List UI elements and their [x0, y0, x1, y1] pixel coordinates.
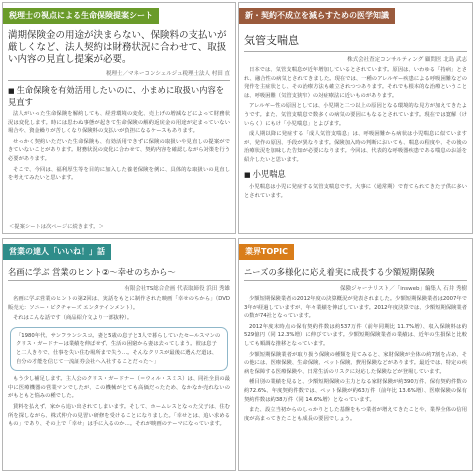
paragraph: せっかく契約いただいた生命保険も、有効活用できずに保険の取扱いや見直しの提案ができていないことがあります。財務状況の変化に合わせて、契約内容を確認しながら対策を行う必要があります。 — [8, 138, 230, 162]
continued-note: ＜提案シートは次ページに続きます。＞ — [9, 224, 104, 230]
section-heading: ■ 生命保険を有効活用したいのに、小まめに取扱い内容を見直す — [8, 85, 225, 107]
article-title[interactable]: 気管支喘息 — [244, 34, 299, 47]
paragraph: 2012年度末時点の保有契約件数は約537万件（前年同期比 11.7%増）、収入保険料は約529億円（同 12.3%増）に伸びています。少額短期保険業者の業績は、近年の生損保と比較しても順調な推移となっています。 — [244, 323, 467, 347]
article-card-tax-proposal[interactable] — [2, 2, 236, 234]
article-byline: 株式会社査定コンサルティング 顧問医 北島 武志 — [347, 57, 467, 63]
paragraph: そこで、今回は、福利厚生等を目的に加入した養老保険を例に、具体的な取扱いの見直しを考えてみたいと思います。 — [8, 166, 230, 182]
paragraph: 法人がいった生命保険を解約しても、経営環境の変化、売上げの増減などによって財務状況は変化します。時には思わぬ事態が起きて生命保険の解約返戻金の用途が定まっていない場合や、資金繰りが苦しくなり保険料の支払いが負担になるケースもあります。 — [8, 111, 230, 135]
paragraph: 賃料を払えず、家から追い出されてしまいます。そして、ホームレスとなった父子は、住む所を探しながら、株式仲介の見習い研修を受けることになりました。「幸せとは、追い求めるもの」であり、その上で「幸せ」は手に入るのか…。それが映画のテーマになっています。 — [8, 403, 230, 428]
paragraph: 日本では、気管支喘息が近年増加しているとされています。原因は、いわゆる「持病」とされ、融合性の病気とされてきました。現在では、一種のアレルギー疾患による呼吸困難などの発作を主症状とし、その治療方法も確立されつつあります。それでも根本的な治療ということは、呼吸困難（気管支狭窄）の対症療法に近いものがあります。 — [244, 67, 467, 99]
article-body — [244, 66, 467, 165]
article-byline: 保険ジャーナリスト／「insweb」編集人 石井 秀樹 — [339, 286, 467, 292]
paragraph: また、設立当初からのしっかりとした基盤をもつ業者が増えてきたことや、業界全体の信用度が高まってきたことも成長の要因でしょう。 — [244, 407, 467, 422]
category-tab: 業界TOPIC — [239, 244, 294, 260]
paragraph: 少額短期保険業者の2012年度の決算概況が発表されました。少額短期保険業者は2007年で3年が経過していますが、年々業績を伸ばしています。2012年度決算では、少額短期保険業者の数が74社となっています。 — [244, 296, 468, 320]
article-card-medical-knowledge[interactable] — [238, 2, 473, 234]
article-body — [244, 295, 467, 423]
category-tab: 営業の達人「いいね！」話 — [3, 244, 111, 260]
article-headline[interactable]: 満期保険金の用途が決まらない、保険料の支払いが厳しくなど、法人契約は財務状況に合わせて、取扱い内容の見直し提案が必要。 — [8, 30, 227, 65]
divider — [8, 80, 230, 81]
paragraph: もう少し補足します。主人公のクリス・ガードナー（＝ウィル・スミス）は、同社全員の最中に医療機器の営業マンでしたが、この機械がとても高価だったため、なかなか売れないのがもともと悩みの種でした。 — [8, 376, 230, 400]
paragraph: 種目別の業績を見ると、少額短期保険の主力となる家財保険が約390万件、保有契約件数の約72.6%、年度契約件数では、ペット保険が約63万件（前年比 13.6%増）、医療保険の保有契約件数は約38万件（同 14.6%増）となっています。 — [244, 379, 467, 403]
article-byline: 有限会社TS総合企画 代表取締役 浜田 秀雄 — [124, 286, 230, 292]
category-tab: 新・契約不成立を減らすための医学知識 — [239, 8, 395, 24]
divider — [244, 51, 467, 52]
article-body-continued — [8, 375, 230, 429]
square-bullet-icon: ■ — [244, 170, 251, 179]
divider — [244, 280, 467, 281]
category-tab: 税理士の視点による生命保険提案シート — [3, 8, 159, 24]
divider — [8, 280, 230, 281]
article-body — [8, 295, 230, 323]
article-card-industry-topic[interactable] — [238, 238, 473, 471]
article-card-sales-master[interactable] — [2, 238, 236, 471]
paragraph: それはこんな話です（商品紹介文より一部抜粋）。 — [13, 315, 133, 322]
article-headline[interactable]: ニーズの多様化に応え着実に成長する少額短期保険 — [244, 267, 435, 277]
paragraph: 小児喘息は小児に発症する気管支喘息です。大事に（通常期）で育てられてきた子供に多いとされています。 — [244, 184, 467, 199]
paragraph: 成人期以降に発症する「成人気管支喘息」は、呼吸困難から病状は小児喘息に似ていますが、発作の原因、手段が異なります。保険加入時の判断においても、喘息の程度や、その後の治療状況を加味した告知が必要になります。今回は、代表的な呼吸器疾患である喘息のお話を紹介したいと思います。 — [244, 131, 467, 163]
paragraph: アレルギー性の原因としては、小児期と二つ以上の原因となる環境的な見方が加えてきたようです。また、気管支喘息で数多くの病気の要因にもなるとされています。現在では寛解（けいらく）にもけ「小児喘息」とよびます。 — [244, 103, 467, 127]
paragraph: 名画に学ぶ営業のヒントの第2回は、実話をもとに制作された映画「幸せのちから」（DVD 販売元：ソニー・ピクチャーズ エンタテインメント）。 — [8, 296, 230, 311]
article-body-continued — [244, 183, 467, 200]
paragraph: 少額短期保険業者が取り扱う保険の種類を見てみると、家財保険が全体の約7割を占め、その他には、医療保険、生命保険、ペット保険、費用保険などがあります。最近では、特定の疾病を保障する医療保険や、日常生活のリスクに対応した保険などが登場しています。 — [244, 351, 467, 375]
article-headline[interactable]: 名画に学ぶ 営業のヒント②～幸せのちから～ — [8, 267, 176, 277]
section-heading: ■ 小児喘息 — [244, 168, 286, 179]
quote-box: 「1980年代、サンフランシスコ。妻と5歳の息子と3人で暮らしていたセールスマンのクリス・ガードナーは業績を伸ばせず、生活の困窮から妻は去ってしまう。彼は息子と二人きりで、仕事を失い住む場所まで失う…。そんなクリスが最後に選んだ道は、自分の才能を信じて一流証券会社へ入社することだった～」 — [10, 327, 228, 371]
square-bullet-icon: ■ — [8, 87, 15, 95]
article-byline: 税理士／マネーコンシェルジュ税理士法人 村田 直 — [105, 71, 230, 77]
article-body — [8, 110, 230, 183]
